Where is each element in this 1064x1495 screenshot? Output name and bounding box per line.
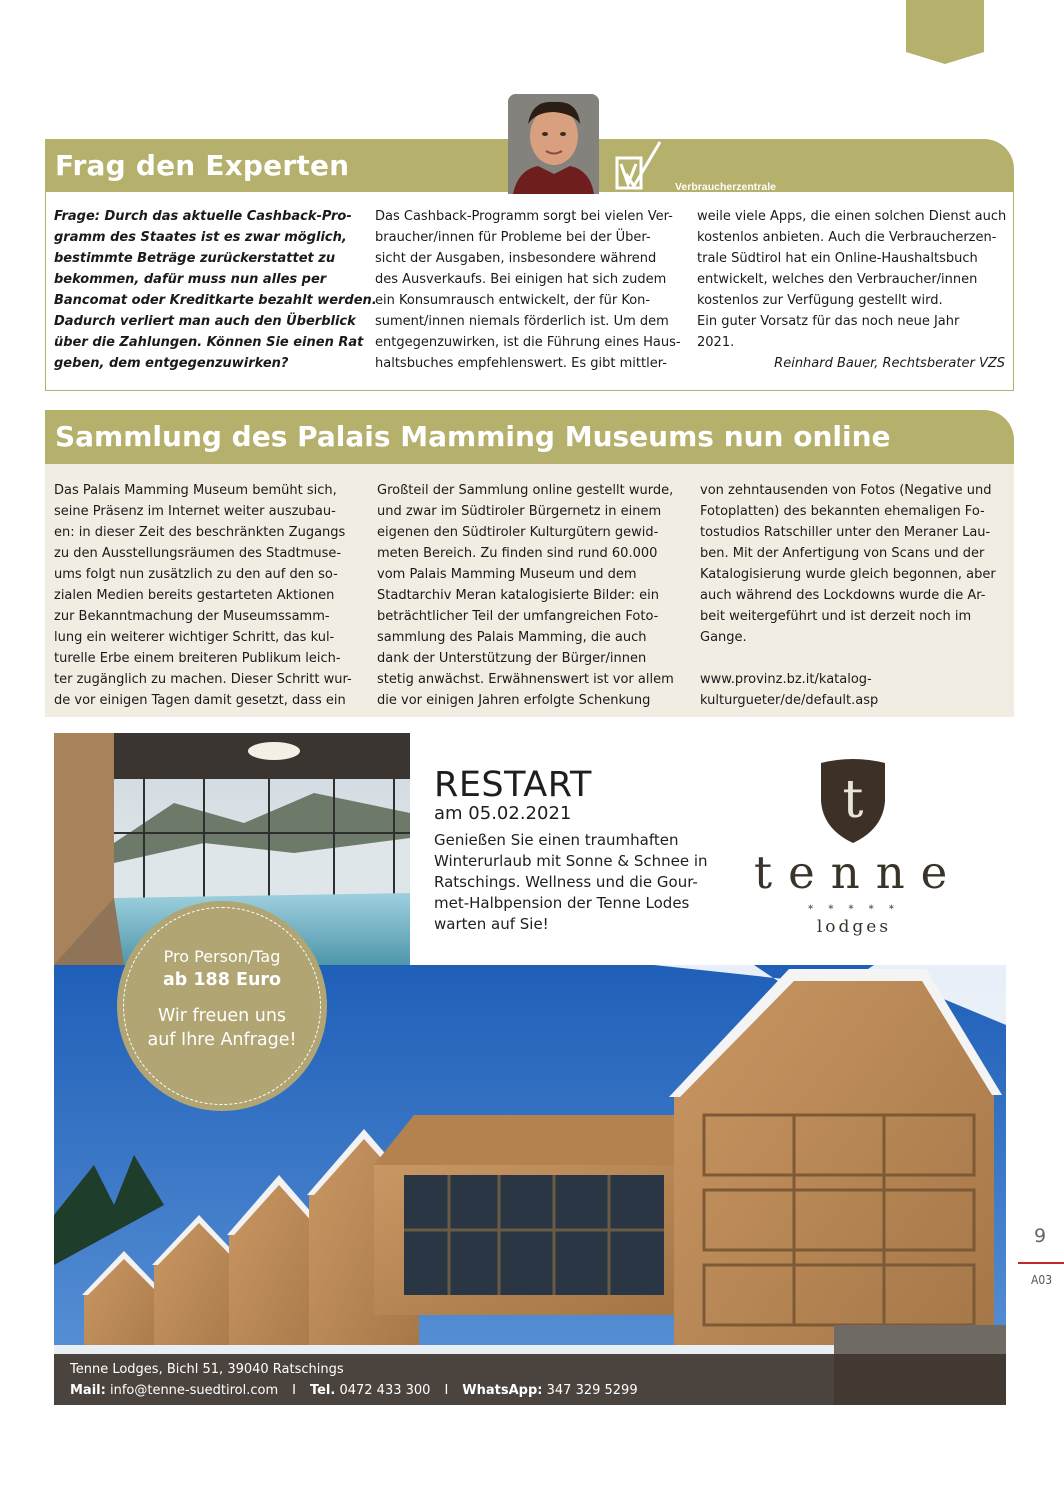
ad-whatsapp-link[interactable]: 347 329 5299	[546, 1383, 638, 1398]
expert-section-title: Frag den Experten	[55, 149, 350, 182]
museum-catalog-link[interactable]: www.provinz.bz.it/katalog-	[700, 672, 872, 687]
brand-subtitle: lodges	[816, 917, 892, 937]
tenne-lodges-advertisement	[54, 733, 1006, 1405]
museum-catalog-link-continued[interactable]: kulturgueter/de/default.asp	[700, 693, 879, 708]
brand-stars: * * * * *	[808, 904, 900, 915]
ad-contact-footer	[54, 1354, 1006, 1405]
badge-invite-1: Wir freuen uns	[157, 1006, 287, 1026]
brand-name: tenne	[754, 846, 964, 899]
verbraucherzentrale-label: Verbraucherzentrale	[675, 181, 776, 193]
ad-email-link[interactable]: info@tenne-suedtirol.com	[109, 1383, 279, 1398]
museum-column-2: Großteil der Sammlung online gestellt wurde, und zwar im Südtiroler Bürgernetz in einem eigenen den Südtiroler Kulturgütern gewid- meten Bereich. Zu finden sind rund 60.000 vom Palais Mamming Museum und dem Stadtarchiv Meran katalogisierte Bilder: ein beträchtlicher Teil der umfangreichen Foto- sammlung des Palais Mamming, die auch dank der Unterstützung der Bürger/innen stetig anwächst. Erwähnenswert ist vor allem die vor einigen Jahren erfolgte Schenkung	[377, 483, 674, 708]
badge-price: ab 188 Euro	[162, 970, 282, 990]
ad-date: am 05.02.2021	[434, 803, 572, 824]
corner-tab	[906, 0, 984, 52]
expert-portrait	[508, 94, 599, 194]
ad-description: Genießen Sie einen traumhaften Winterurlaub mit Sonne & Schnee in Ratschings. Wellness und die Gour- met-Halbpension der Tenne Lodes warten auf Sie!	[434, 831, 708, 933]
expert-signature: Reinhard Bauer, Rechtsberater VZS	[774, 356, 1005, 371]
museum-column-1: Das Palais Mamming Museum bemüht sich, seine Präsenz im Internet weiter auszubau- en: in dieser Zeit des beschränkten Zugangs zu den Ausstellungsräumen des Stadtmuse- ums folgt nun zusätzlich zu den auf den so- zialen Medien bereits gestarteten Aktionen zur Bekanntmachung der Museumssamm- lung ein weiterer wichtiger Schritt, das kul- turelle Erbe einem breiteren Publikum leich- ter zugänglich zu machen. Dieser Schritt wur- de vor einigen Tagen damit gesetzt, dass ein	[54, 483, 352, 708]
ad-contact-line: Mail: info@tenne-suedtirol.com I Tel. 0472 433 300 I WhatsApp: 347 329 5299	[70, 1383, 638, 1398]
ad-address: Tenne Lodges, Bichl 51, 39040 Ratschings	[70, 1362, 344, 1377]
tenne-shield-logo-icon	[818, 757, 888, 845]
ad-phone-link[interactable]: 0472 433 300	[339, 1383, 431, 1398]
museum-section-header	[45, 410, 1014, 464]
expert-answer-column-2: weile viele Apps, die einen solchen Dienst auch kostenlos anbieten. Auch die Verbraucherzen- trale Südtirol hat ein Online-Haushaltsbuch entwickelt, welches den Verbraucher/innen kostenlos zur Verfügung gestellt wird. Ein guter Vorsatz für das noch neue Jahr 2021.	[697, 209, 1007, 350]
price-badge	[117, 901, 327, 1111]
ad-headline: RESTART	[434, 765, 592, 805]
expert-answer-column-1: Das Cashback-Programm sorgt bei vielen Ver- braucher/innen für Probleme bei der Über- sicht der Ausgaben, insbesondere während des Ausverkaufs. Bei einigen hat sich zudem ein Konsumrausch entwickelt, der für Kon- sument/innen niemals förderlich ist. Um dem entgegenzuwirken, ist die Führung eines Haus- haltsbuches empfehlenswert. Es gibt mittler-	[375, 209, 681, 371]
ad-text-block	[434, 765, 708, 935]
page-number-rule	[1018, 1262, 1064, 1264]
expert-question: Frage: Durch das aktuelle Cashback-Pro- gramm des Staates ist es zwar möglich, bestimmte Beträge zurückerstattet zu bekommen, dafür muss nun alles per Bancomat oder Kreditkarte bezahlt werden. Dadurch verliert man auch den Überblick über die Zahlungen. Können Sie einen Rat geben, dem entgegenzuwirken?	[54, 209, 377, 371]
verbraucherzentrale-check-icon	[614, 138, 674, 192]
page-code: A03	[1031, 1273, 1053, 1287]
museum-section-title: Sammlung des Palais Mamming Museums nun online	[55, 420, 891, 453]
museum-column-3: von zehntausenden von Fotos (Negative und Fotoplatten) des bekannten ehemaligen Fo- tostudios Ratschiller unter den Meraner Lau- ben. Mit der Anfertigung von Scans und der Katalogisierung wurde gleich begonnen, aber auch während des Lockdowns wurde die Ar- beit weitergeführt und ist derzeit noch im Gange. www.provinz.bz.it/katalog- kulturgueter/de/default.asp	[700, 480, 996, 711]
badge-per-person: Pro Person/Tag	[163, 947, 281, 966]
page-number: 9	[1034, 1225, 1047, 1247]
badge-invite-2: auf Ihre Anfrage!	[147, 1030, 297, 1050]
svg-text:t: t	[842, 770, 864, 830]
